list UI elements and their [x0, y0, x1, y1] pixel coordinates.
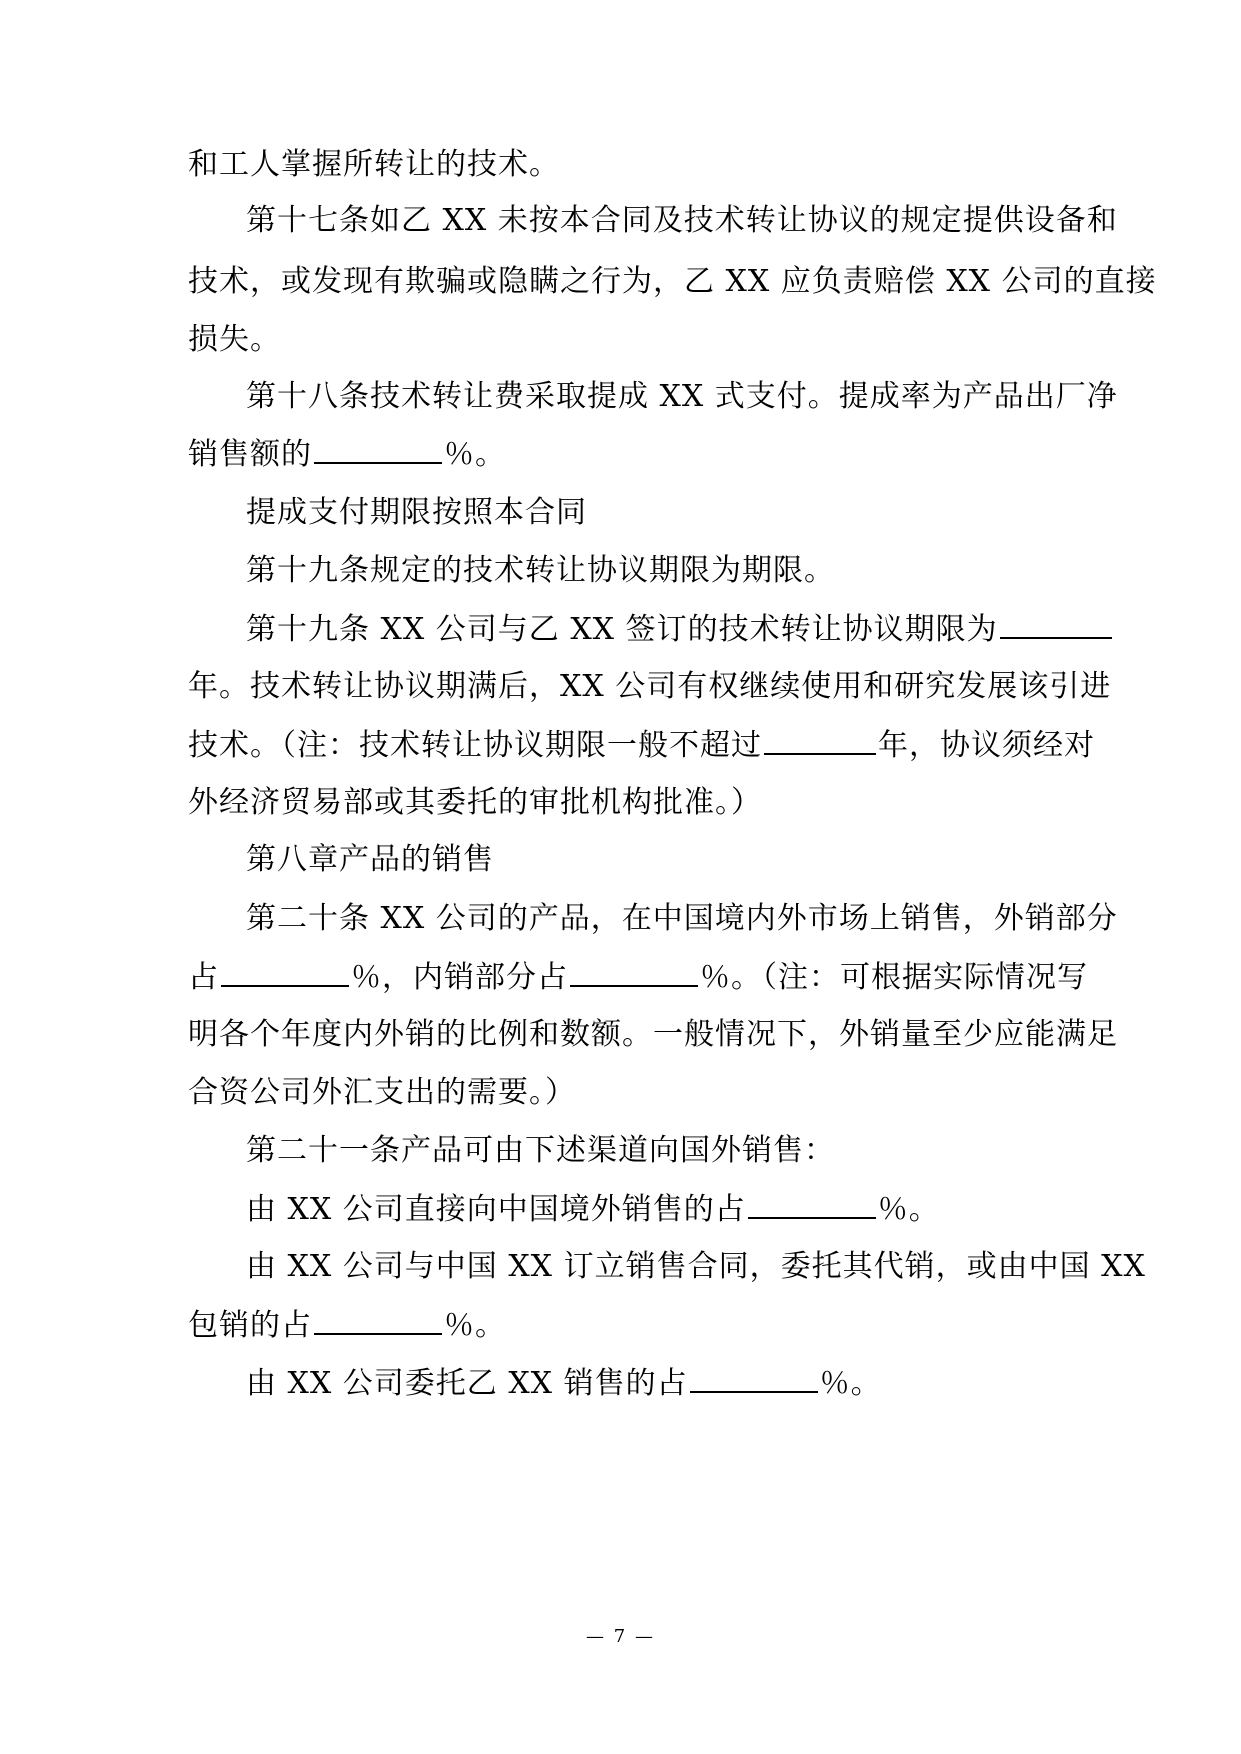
text-segment: ％。 [444, 1308, 506, 1343]
fill-blank [221, 957, 349, 987]
text-segment: ％。 [444, 437, 506, 472]
text-segment: ％。 [877, 1192, 940, 1227]
fill-blank [314, 1305, 442, 1335]
text-segment: 包销的占 [188, 1308, 312, 1343]
fill-blank [748, 1189, 876, 1219]
paragraph-line [188, 434, 1068, 475]
paragraph-line: 第十九条规定的技术转让协议期限为期限。 [246, 553, 835, 588]
fill-blank [314, 434, 442, 464]
text-segment: 由 XX 公司委托乙 XX 销售的占 [246, 1366, 688, 1401]
paragraph-line: 由 XX 公司与中国 XX 订立销售合同，委托其代销，或由中国 XX [246, 1249, 1146, 1284]
paragraph-line: 第十七条如乙 XX 未按本合同及技术转让协议的规定提供设备和 [246, 203, 1118, 238]
paragraph-line: 合资公司外汇支出的需要。） [188, 1075, 576, 1110]
text-segment: ％。 [819, 1366, 882, 1401]
paragraph-line [246, 609, 1126, 650]
text-segment: 销售额的 [188, 437, 312, 472]
text-segment: ％，内销部分占 [351, 960, 568, 995]
text-segment: 由 XX 公司直接向中国境外销售的占 [246, 1192, 746, 1227]
paragraph-line: 提成支付期限按照本合同 [246, 495, 587, 530]
paragraph-line [188, 1305, 1068, 1346]
paragraph-line: 第十八条技术转让费采取提成 XX 式支付。提成率为产品出厂净 [246, 379, 1118, 414]
paragraph-line: 外经济贸易部或其委托的审批机构批准。） [188, 785, 762, 820]
fill-blank [1000, 609, 1112, 639]
text-segment: 占 [188, 960, 219, 995]
paragraph-line: 年。技术转让协议期满后，XX 公司有权继续使用和研究发展该引进 [188, 669, 1112, 704]
text-segment: 年，协议须经对 [878, 728, 1095, 763]
text-segment: 技术。（注：技术转让协议期限一般不超过 [188, 728, 762, 763]
paragraph-line: 第二十条 XX 公司的产品，在中国境内外市场上销售，外销部分 [246, 901, 1118, 936]
text-segment: ％。（注：可根据实际情况写 [700, 960, 1088, 995]
paragraph-line: 和工人掌握所转让的技术。 [188, 147, 560, 182]
paragraph-line: 第二十一条产品可由下述渠道向国外销售： [246, 1133, 835, 1168]
paragraph-line: 明各个年度内外销的比例和数额。一般情况下，外销量至少应能满足 [188, 1017, 1118, 1052]
text-segment: 第十九条 XX 公司与乙 XX 签订的技术转让协议期限为 [246, 612, 998, 647]
fill-blank [570, 957, 698, 987]
page-number: — 7 — [586, 1626, 655, 1647]
fill-blank [690, 1363, 818, 1393]
chapter-heading: 第八章产品的销售 [246, 842, 494, 877]
fill-blank [764, 725, 876, 755]
paragraph-line [246, 1189, 1126, 1230]
paragraph-line [246, 1363, 1126, 1404]
paragraph-line: 损失。 [188, 322, 281, 357]
paragraph-line [188, 957, 1088, 998]
paragraph-line: 技术，或发现有欺骗或隐瞒之行为，乙 XX 应负责赔偿 XX 公司的直接 [188, 264, 1157, 299]
paragraph-line [188, 725, 1095, 766]
